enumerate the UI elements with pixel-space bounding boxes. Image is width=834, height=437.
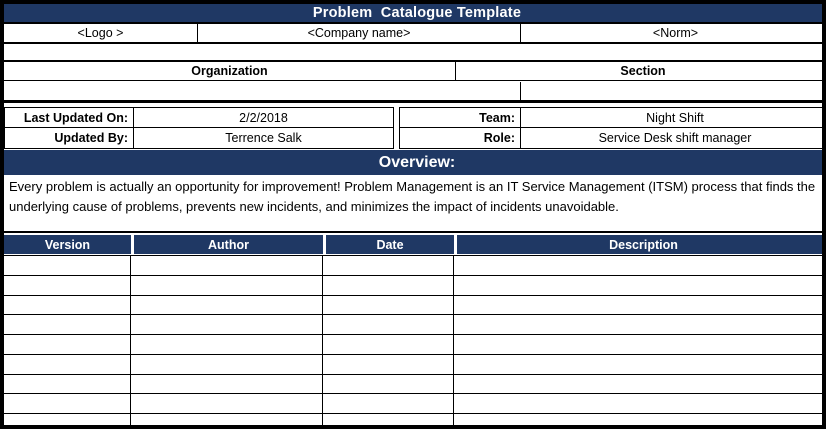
overview-heading: Overview: — [378, 153, 456, 171]
history-cell-date[interactable] — [323, 296, 454, 315]
company-name-placeholder-cell[interactable]: <Company name> — [198, 24, 521, 42]
history-table-row — [4, 334, 826, 354]
organization-section-header-row — [4, 60, 826, 81]
history-cell-version[interactable] — [4, 315, 131, 334]
team-info-box — [399, 107, 826, 149]
history-cell-description[interactable] — [454, 256, 826, 275]
organization-input-cell[interactable] — [4, 82, 521, 101]
info-grid — [4, 107, 826, 149]
history-cell-date[interactable] — [323, 256, 454, 275]
history-cell-date[interactable] — [323, 276, 454, 295]
history-cell-date[interactable] — [323, 394, 454, 413]
history-cell-author[interactable] — [131, 375, 323, 394]
team-value-cell[interactable]: Night Shift — [521, 108, 826, 128]
norm-placeholder-cell[interactable]: <Norm> — [652, 26, 699, 40]
history-cell-version[interactable] — [4, 394, 131, 413]
history-cell-description[interactable] — [454, 276, 826, 295]
section-input-cell[interactable] — [521, 82, 826, 101]
history-cell-author[interactable] — [131, 315, 323, 334]
history-cell-description[interactable] — [454, 394, 826, 413]
column-header-author: Author — [134, 235, 323, 254]
history-cell-description[interactable] — [454, 296, 826, 315]
organization-header: Organization — [4, 62, 456, 80]
history-cell-author[interactable] — [131, 256, 323, 275]
history-table-header — [4, 235, 826, 254]
history-cell-version[interactable] — [4, 296, 131, 315]
overview-paragraph: Every problem is actually an opportunity for improvement! Problem Management is an IT Service Management (ITSM) process that finds the underlying cause of problems, prevents new incidents, and minimizes the impact of incidents unavoidable. — [4, 175, 826, 233]
history-table-row — [4, 255, 826, 275]
update-info-box — [4, 107, 394, 149]
history-cell-date[interactable] — [323, 355, 454, 374]
history-table-row — [4, 275, 826, 295]
last-updated-value-cell[interactable]: 2/2/2018 — [134, 108, 393, 128]
section-header: Section — [620, 64, 666, 78]
history-cell-description[interactable] — [454, 414, 826, 429]
history-cell-version[interactable] — [4, 256, 131, 275]
history-table-body — [4, 255, 826, 429]
spacer-row — [4, 44, 826, 60]
title-bar — [4, 4, 826, 24]
history-cell-author[interactable] — [131, 355, 323, 374]
history-cell-description[interactable] — [454, 335, 826, 354]
history-table-row — [4, 413, 826, 429]
history-cell-date[interactable] — [323, 414, 454, 429]
column-header-date: Date — [326, 235, 454, 254]
history-cell-author[interactable] — [131, 394, 323, 413]
history-cell-description[interactable] — [454, 315, 826, 334]
history-cell-description[interactable] — [454, 355, 826, 374]
page-title: Problem Catalogue Template — [312, 5, 522, 21]
history-cell-description[interactable] — [454, 375, 826, 394]
history-table-row — [4, 314, 826, 334]
updated-by-label: Updated By: — [5, 128, 134, 148]
history-table-row — [4, 295, 826, 315]
logo-placeholder-cell[interactable]: <Logo > — [4, 24, 198, 42]
history-cell-version[interactable] — [4, 276, 131, 295]
history-cell-version[interactable] — [4, 375, 131, 394]
history-cell-author[interactable] — [131, 335, 323, 354]
history-cell-date[interactable] — [323, 335, 454, 354]
column-header-version: Version — [4, 235, 131, 254]
history-cell-date[interactable] — [323, 375, 454, 394]
role-value-cell[interactable]: Service Desk shift manager — [598, 131, 752, 145]
history-table-row — [4, 393, 826, 413]
history-cell-version[interactable] — [4, 355, 131, 374]
overview-header-bar — [4, 150, 826, 175]
history-table-row — [4, 354, 826, 374]
role-label: Role: — [400, 128, 521, 148]
last-updated-label: Last Updated On: — [5, 108, 134, 128]
history-cell-date[interactable] — [323, 315, 454, 334]
history-cell-version[interactable] — [4, 414, 131, 429]
history-cell-author[interactable] — [131, 414, 323, 429]
history-cell-author[interactable] — [131, 276, 323, 295]
history-cell-version[interactable] — [4, 335, 131, 354]
team-label: Team: — [400, 108, 521, 128]
updated-by-value-cell[interactable]: Terrence Salk — [225, 131, 302, 145]
history-table-row — [4, 374, 826, 394]
history-cell-author[interactable] — [131, 296, 323, 315]
branding-row — [4, 24, 826, 44]
organization-section-input-row — [4, 82, 826, 104]
column-header-description: Description — [457, 235, 826, 254]
